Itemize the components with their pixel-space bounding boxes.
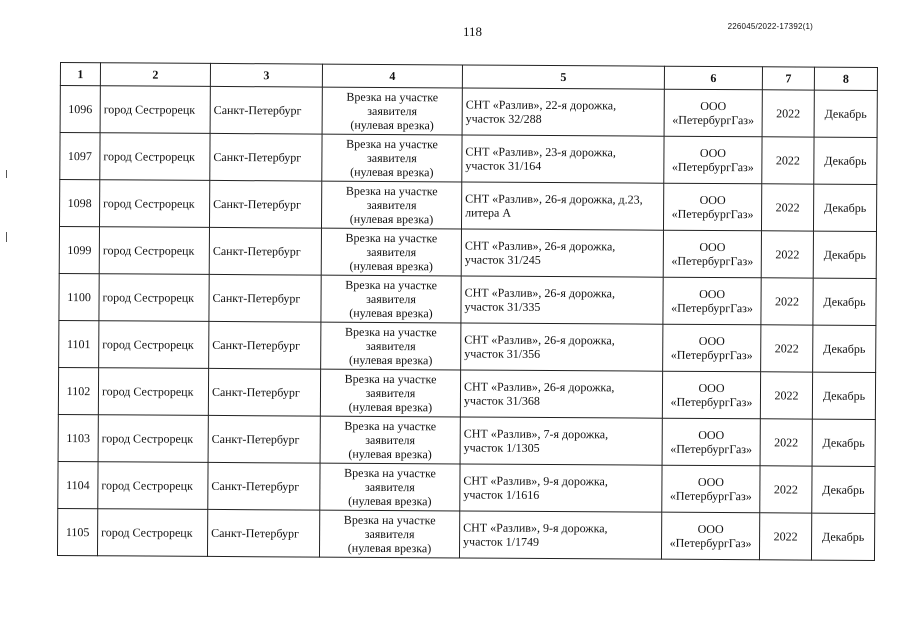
address-cell-line: СНТ «Разлив», 23-я дорожка, [465, 144, 616, 160]
address-cell [462, 88, 664, 136]
address-cell-line: СНТ «Разлив», 9-я дорожка, [463, 520, 608, 536]
year-cell: 2022 [760, 372, 812, 419]
address-cell-line: СНТ «Разлив», 26-я дорожка, [464, 285, 616, 301]
address-cell-line: участок 31/245 [464, 252, 541, 267]
region-cell: Санкт-Петербург [208, 368, 320, 416]
row-number: 1101 [59, 320, 99, 367]
organization-cell [663, 277, 761, 325]
table-row [57, 508, 874, 560]
work-type-cell [321, 228, 461, 276]
address-cell [461, 182, 663, 230]
scan-artifact [6, 170, 7, 178]
table-row [60, 133, 877, 185]
work-type-cell-line: Врезка на участке [344, 418, 437, 434]
work-type-cell-line: заявителя [364, 479, 415, 495]
work-type-cell-line: (нулевая врезка) [349, 211, 434, 227]
region-cell: Санкт-Петербург [209, 180, 321, 228]
work-type-cell [320, 369, 460, 417]
work-type-cell-line: Врезка на участке [345, 183, 438, 199]
region-cell: Санкт-Петербург [208, 415, 320, 463]
work-type-cell [320, 463, 460, 511]
header-col-3: 3 [210, 63, 322, 87]
work-type-cell-line: Врезка на участке [344, 465, 436, 481]
work-type-cell-line: (нулевая врезка) [349, 305, 433, 321]
year-cell: 2022 [762, 137, 814, 184]
address-cell-line: участок 31/356 [464, 346, 541, 361]
gas-connection-table [57, 62, 878, 561]
table-body [57, 86, 877, 561]
organization-cell [663, 324, 761, 372]
organization-cell-line: «ПетербургГаз» [671, 159, 754, 175]
work-type-cell-line: заявителя [365, 338, 416, 354]
month-cell: Декабрь [813, 325, 876, 372]
month-cell: Декабрь [813, 184, 876, 231]
organization-cell-line: ООО [699, 145, 726, 161]
organization-cell-line: ООО [699, 286, 726, 302]
address-cell-line: СНТ «Разлив», 7-я дорожка, [463, 426, 609, 442]
address-cell-line: участок 32/288 [465, 111, 542, 126]
table-row [59, 180, 876, 232]
address-cell [459, 511, 661, 559]
work-type-cell-line: заявителя [365, 385, 416, 401]
organization-cell-line: ООО [700, 98, 727, 114]
scan-artifact [6, 232, 7, 242]
table-row [59, 320, 876, 372]
header-col-5: 5 [462, 65, 664, 89]
address-cell [461, 323, 663, 371]
city-cell: город Сестрорецк [99, 321, 209, 369]
work-type-cell-line: заявителя [366, 291, 416, 307]
organization-cell-line: «ПетербургГаз» [671, 300, 753, 316]
city-cell: город Сестрорецк [98, 415, 208, 463]
work-type-cell [322, 87, 462, 135]
month-cell: Декабрь [813, 231, 876, 278]
work-type-cell [321, 181, 461, 229]
header-col-6: 6 [664, 66, 762, 90]
organization-cell-line: «ПетербургГаз» [669, 535, 752, 551]
work-type-cell [319, 510, 459, 558]
city-cell: город Сестрорецк [100, 86, 210, 134]
organization-cell [663, 230, 761, 278]
year-cell: 2022 [759, 513, 811, 560]
month-cell: Декабрь [813, 278, 876, 325]
table-row [60, 86, 877, 138]
organization-cell-line: ООО [699, 239, 726, 255]
work-type-cell-line: Врезка на участке [345, 277, 438, 293]
region-cell: Санкт-Петербург [210, 86, 322, 134]
city-cell: город Сестрорецк [98, 462, 208, 510]
table-row [58, 461, 875, 513]
region-cell: Санкт-Петербург [209, 227, 321, 275]
work-type-cell-line: заявителя [365, 432, 416, 448]
address-cell-line: СНТ «Разлив», 22-я дорожка, [465, 97, 617, 113]
page-number: 118 [462, 24, 483, 39]
address-cell-line: СНТ «Разлив», 26-я дорожка, [464, 238, 616, 254]
month-cell: Декабрь [812, 372, 875, 419]
address-cell [460, 370, 662, 418]
work-type-cell-line: (нулевая врезка) [348, 352, 433, 368]
organization-cell [661, 512, 759, 560]
year-cell: 2022 [760, 466, 812, 513]
organization-cell-line: ООО [698, 380, 725, 396]
year-cell: 2022 [761, 278, 813, 325]
address-cell-line: СНТ «Разлив», 26-я дорожка, д.23, [465, 191, 643, 207]
year-cell: 2022 [761, 231, 813, 278]
address-cell-line: участок 31/368 [463, 393, 540, 408]
city-cell: город Сестрорецк [97, 509, 207, 557]
organization-cell-line: «ПетербургГаз» [670, 347, 753, 363]
organization-cell [664, 89, 762, 137]
work-type-cell-line: Врезка на участке [344, 371, 437, 387]
work-type-cell-line: заявителя [367, 103, 418, 119]
address-cell-line: участок 1/1305 [463, 440, 540, 455]
organization-cell [664, 136, 762, 184]
work-type-cell-line: Врезка на участке [345, 230, 438, 246]
table-row [59, 273, 876, 325]
year-cell: 2022 [761, 184, 813, 231]
city-cell: город Сестрорецк [99, 180, 209, 228]
year-cell: 2022 [761, 325, 813, 372]
work-type-cell-line: (нулевая врезка) [348, 446, 432, 462]
row-number: 1105 [57, 508, 97, 555]
header-col-4: 4 [322, 64, 462, 88]
month-cell: Декабрь [811, 513, 874, 560]
work-type-cell-line: (нулевая врезка) [350, 117, 434, 133]
organization-cell-line: ООО [698, 333, 725, 349]
region-cell: Санкт-Петербург [209, 274, 321, 322]
region-cell: Санкт-Петербург [208, 462, 320, 510]
work-type-cell [322, 134, 462, 182]
organization-cell-line: «ПетербургГаз» [670, 441, 753, 457]
organization-cell [662, 371, 760, 419]
address-cell-line: СНТ «Разлив», 26-я дорожка, [464, 332, 615, 348]
row-number: 1103 [58, 414, 98, 461]
work-type-cell [321, 275, 461, 323]
organization-cell-line: ООО [699, 192, 726, 208]
organization-cell [662, 418, 760, 466]
document-code: 226045/2022-17392(1) [727, 22, 813, 31]
address-cell [460, 464, 662, 512]
address-cell [462, 135, 664, 183]
organization-cell-line: «ПетербургГаз» [669, 488, 752, 504]
work-type-cell-line: (нулевая врезка) [348, 493, 432, 509]
row-number: 1098 [59, 180, 99, 227]
work-type-cell-line: заявителя [366, 150, 417, 166]
address-cell [461, 229, 663, 277]
work-type-cell-line: (нулевая врезка) [349, 258, 434, 274]
work-type-cell-line: заявителя [364, 526, 415, 542]
work-type-cell-line: заявителя [366, 244, 417, 260]
region-cell: Санкт-Петербург [207, 509, 319, 557]
month-cell: Декабрь [814, 137, 877, 184]
work-type-cell-line: (нулевая врезка) [350, 164, 434, 180]
month-cell: Декабрь [814, 90, 877, 137]
work-type-cell-line: заявителя [366, 197, 417, 213]
city-cell: город Сестрорецк [100, 133, 210, 181]
organization-cell-line: ООО [697, 521, 724, 537]
month-cell: Декабрь [812, 419, 875, 466]
organization-cell-line: ООО [697, 474, 724, 490]
organization-cell-line: «ПетербургГаз» [671, 206, 754, 222]
header-col-1: 1 [60, 63, 100, 86]
row-number: 1099 [59, 226, 99, 273]
address-cell-line: литера А [465, 205, 512, 220]
table-row [58, 414, 875, 466]
row-number: 1097 [60, 133, 100, 180]
work-type-cell-line: Врезка на участке [346, 89, 439, 105]
work-type-cell [321, 322, 461, 370]
work-type-cell-line: Врезка на участке [343, 512, 436, 528]
address-cell-line: участок 1/1749 [463, 534, 540, 549]
address-cell [460, 417, 662, 465]
row-number: 1102 [58, 367, 98, 414]
address-cell-line: участок 31/164 [465, 158, 542, 173]
organization-cell-line: ООО [698, 427, 725, 443]
address-cell-line: участок 1/1616 [463, 487, 540, 502]
work-type-cell-line: Врезка на участке [346, 136, 438, 152]
row-number: 1096 [60, 86, 100, 133]
city-cell: город Сестрорецк [99, 274, 209, 322]
city-cell: город Сестрорецк [98, 368, 208, 416]
organization-cell-line: «ПетербургГаз» [670, 394, 753, 410]
address-cell-line: СНТ «Разлив», 26-я дорожка, [463, 379, 615, 395]
work-type-cell-line: Врезка на участке [344, 324, 437, 340]
year-cell: 2022 [760, 419, 812, 466]
row-number: 1100 [59, 273, 99, 320]
address-cell-line: СНТ «Разлив», 9-я дорожка, [463, 473, 608, 489]
organization-cell [663, 183, 761, 231]
address-cell [461, 276, 663, 324]
header-col-8: 8 [814, 67, 877, 90]
region-cell: Санкт-Петербург [209, 321, 321, 369]
organization-cell-line: «ПетербургГаз» [672, 112, 755, 128]
organization-cell-line: «ПетербургГаз» [671, 253, 754, 269]
row-number: 1104 [58, 461, 98, 508]
work-type-cell-line: (нулевая врезка) [348, 399, 433, 415]
table-row [58, 367, 875, 419]
header-col-2: 2 [100, 63, 210, 87]
table-row [59, 226, 876, 278]
work-type-cell-line: (нулевая врезка) [347, 540, 432, 556]
month-cell: Декабрь [812, 466, 875, 513]
region-cell: Санкт-Петербург [210, 133, 322, 181]
organization-cell [662, 465, 760, 513]
work-type-cell [320, 416, 460, 464]
header-col-7: 7 [762, 67, 814, 90]
address-cell-line: участок 31/335 [464, 299, 541, 314]
city-cell: город Сестрорецк [99, 227, 209, 275]
year-cell: 2022 [762, 90, 814, 137]
